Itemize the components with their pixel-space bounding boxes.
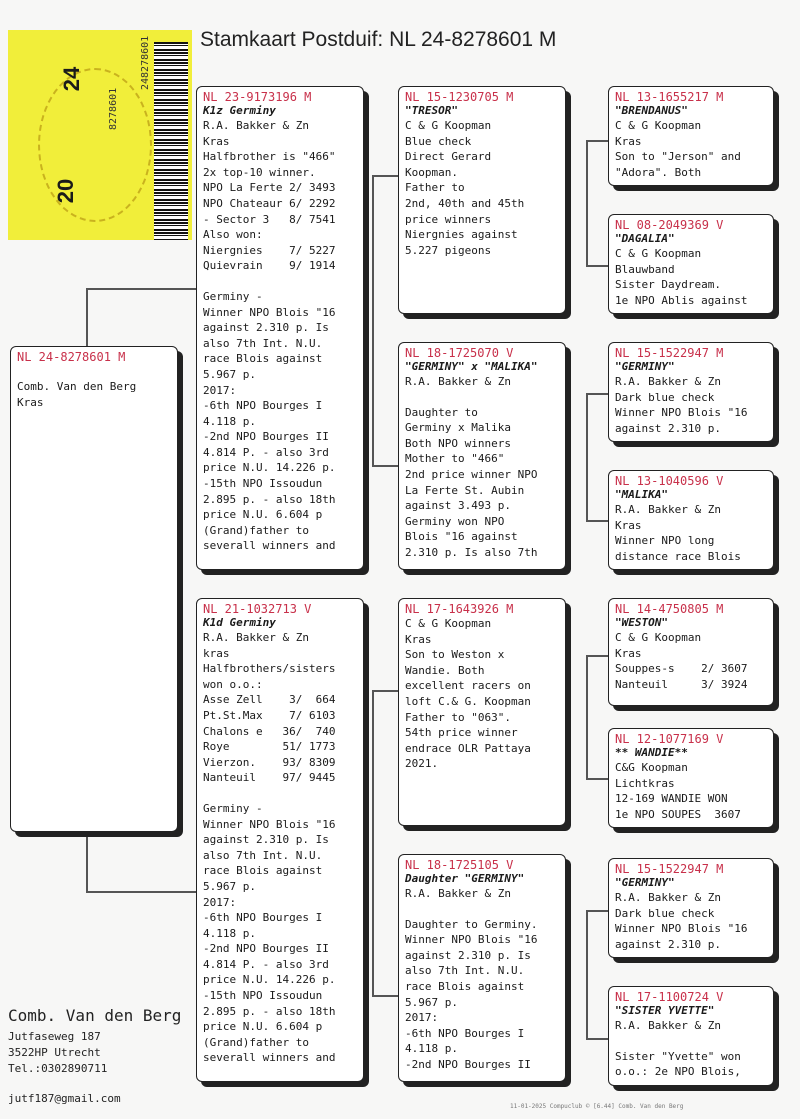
pedigree-line: Winner NPO Blois "16 <box>203 817 336 831</box>
pedigree-line: against 2.310 p. Is <box>203 833 329 847</box>
pedigree-line: 5.967 p. <box>405 995 458 1009</box>
pedigree-line: Germiny won NPO <box>405 514 505 528</box>
pedigree-line: Germiny - <box>203 801 263 815</box>
pedigree-line: C & G Koopman <box>615 631 702 644</box>
pigeon-name: Daughter "GERMINY" <box>405 872 525 885</box>
pedigree-line: R.A. Bakker & Zn <box>405 887 511 900</box>
pedigree-line: 4.118 p. <box>203 414 256 428</box>
pedigree-line: C & G Koopman <box>615 119 702 132</box>
pedigree-line: Blue check <box>405 134 472 148</box>
pedigree-line: 2nd price winner NPO <box>405 467 538 481</box>
pedigree-line: Winner NPO Blois "16 <box>615 406 748 420</box>
pedigree-line: -2nd NPO Bourges II <box>405 1057 531 1071</box>
mmf-card <box>608 858 774 958</box>
pigeon-name: K1z Germiny <box>203 104 276 117</box>
pedigree-line: 4.118 p. <box>203 926 256 940</box>
fff-card <box>608 86 774 186</box>
pedigree-line: 4.814 P. - also 3rd <box>203 445 329 459</box>
mmm-card <box>608 986 774 1086</box>
pedigree-line: 5.227 pigeons <box>405 243 492 257</box>
ring-number: NL 15-1522947 M <box>615 346 724 360</box>
pedigree-line: (Grand)father to <box>203 523 309 537</box>
pedigree-line: Winner NPO Blois "16 <box>405 933 538 947</box>
pigeon-name: "DAGALIA" <box>615 232 675 245</box>
pedigree-line: Winner NPO Blois "16 <box>615 922 748 936</box>
pedigree-line: Lichtkras <box>615 776 675 790</box>
pedigree-line: race Blois against <box>203 864 323 878</box>
pedigree-line: R.A. Bakker & Zn <box>615 1019 721 1032</box>
pedigree-line: La Ferte St. Aubin <box>405 483 525 497</box>
label-year-bottom: 20 <box>53 178 79 204</box>
pedigree-line: Daughter to Germiny. <box>405 917 538 931</box>
fmm-card <box>608 470 774 570</box>
pedigree-line: Father to <box>405 181 465 195</box>
pigeon-name: ** WANDIE** <box>615 746 688 759</box>
pedigree-line: Asse Zell 3/ 664 <box>203 693 336 707</box>
pedigree-line: C & G Koopman <box>405 617 492 630</box>
subject-pigeon-card <box>10 346 178 832</box>
ring-number: NL 23-9173196 M <box>203 90 312 104</box>
pigeon-name: "SISTER YVETTE" <box>615 1004 715 1017</box>
barcode <box>154 42 188 240</box>
pedigree-line: won o.o.: <box>203 677 263 691</box>
pedigree-line: Chalons e 36/ 740 <box>203 724 336 738</box>
pedigree-line: "Adora". Both <box>615 165 702 179</box>
pedigree-line: Nanteuil 97/ 9445 <box>203 771 336 785</box>
ring-label-sticker <box>8 30 192 240</box>
pedigree-line: R.A. Bakker & Zn <box>203 631 309 644</box>
pedigree-line: Mother to "466" <box>405 452 505 466</box>
pedigree-line: Both NPO winners <box>405 436 511 450</box>
owner-city: 3522HP Utrecht <box>8 1046 101 1059</box>
pigeon-name: "TRESOR" <box>405 104 458 117</box>
pedigree-line: price winners <box>405 212 492 226</box>
pedigree-line: C & G Koopman <box>615 247 702 260</box>
pedigree-line: Koopman. <box>405 165 458 179</box>
pedigree-line: Blois "16 against <box>405 530 518 544</box>
ring-number: NL 08-2049369 V <box>615 218 724 232</box>
pedigree-line: 1e NPO SOUPES 3607 <box>615 807 741 821</box>
ring-number: NL 15-1230705 M <box>405 90 514 104</box>
pigeon-name: "GERMINY" <box>615 360 675 373</box>
ffm-card <box>608 214 774 314</box>
pedigree-line <box>405 902 559 917</box>
pedigree-line: 2021. <box>405 757 439 771</box>
pedigree-line: 4.814 P. - also 3rd <box>203 957 329 971</box>
pedigree-line: Halfbrothers/sisters <box>203 662 336 676</box>
pedigree-line: against 2.310 p. Is <box>405 948 531 962</box>
owner-email: jutf187@gmail.com <box>8 1092 121 1105</box>
pedigree-line: 2.895 p. - also 18th <box>203 492 336 506</box>
pedigree-line: Winner NPO long <box>615 534 715 548</box>
pedigree-line: endrace OLR Pattaya <box>405 741 531 755</box>
owner-phone: Tel.:0302890711 <box>8 1062 108 1075</box>
pedigree-line: Sister Daydream. <box>615 278 721 292</box>
fmf-card <box>608 342 774 442</box>
pedigree-line: Niergnies against <box>405 228 518 242</box>
pedigree-line: -2nd NPO Bourges II <box>203 430 329 444</box>
ring-number: NL 14-4750805 M <box>615 602 724 616</box>
pigeon-name: "BRENDANUS" <box>615 104 688 117</box>
footer-stamp: 11-01-2025 Compuclub © [6.44] Comb. Van den Berg <box>510 1103 684 1110</box>
pedigree-line: 2.895 p. - also 18th <box>203 1004 336 1018</box>
pedigree-line: excellent racers on <box>405 679 531 693</box>
pedigree-line: (Grand)father to <box>203 1035 309 1049</box>
label-year-top: 24 <box>59 66 85 92</box>
ring-number: NL 13-1655217 M <box>615 90 724 104</box>
pedigree-line: -15th NPO Issoudun <box>203 989 323 1003</box>
pedigree-line: 2nd, 40th and 45th <box>405 196 525 210</box>
owner-street: Jutfaseweg 187 <box>8 1030 101 1043</box>
pedigree-line: Kras <box>405 632 432 646</box>
pedigree-line: price N.U. 6.604 p <box>203 1020 323 1034</box>
label-ring-vertical: 8278601 <box>108 87 119 130</box>
pedigree-line: against 2.310 p. <box>615 937 721 951</box>
pedigree-line: Son to Weston x <box>405 648 505 662</box>
pedigree-line: Germiny - <box>203 289 263 303</box>
pedigree-line: Son to "Jerson" and <box>615 150 741 164</box>
pigeon-name: "MALIKA" <box>615 488 668 501</box>
ring-number: NL 17-1100724 V <box>615 990 724 1004</box>
ring-number: NL 12-1077169 V <box>615 732 724 746</box>
pedigree-line: against 3.493 p. <box>405 499 511 513</box>
pedigree-line: Kras <box>203 134 230 148</box>
pedigree-line: Daughter to <box>405 405 478 419</box>
mother-mother-card <box>398 854 566 1082</box>
pedigree-line: C&G Koopman <box>615 761 688 774</box>
pedigree-line: against 2.310 p. Is <box>203 321 329 335</box>
pedigree-line: price N.U. 14.226 p. <box>203 973 336 987</box>
ring-number: NL 17-1643926 M <box>405 602 514 616</box>
pedigree-line: Dark blue check <box>615 390 715 404</box>
pigeon-name: "GERMINY" <box>615 876 675 889</box>
pedigree-line: R.A. Bakker & Zn <box>203 119 309 132</box>
pedigree-line: Kras <box>615 134 642 148</box>
pedigree-line: Sister "Yvette" won <box>615 1049 741 1063</box>
pedigree-line: Comb. Van den Berg <box>17 380 137 393</box>
pigeon-name: K1d Germiny <box>203 616 276 629</box>
pedigree-line: Roye 51/ 1773 <box>203 740 336 754</box>
pedigree-line: -15th NPO Issoudun <box>203 477 323 491</box>
pedigree-line: Kras <box>17 395 44 409</box>
ring-number: NL 21-1032713 V <box>203 602 312 616</box>
pedigree-line: C & G Koopman <box>405 119 492 132</box>
pedigree-line: R.A. Bakker & Zn <box>405 375 511 388</box>
label-ring-vertical-2: 248278601 <box>140 35 151 90</box>
pedigree-line: 2017: <box>203 895 237 909</box>
pedigree-line: o.o.: 2e NPO Blois, <box>615 1065 741 1079</box>
mfm-card <box>608 728 774 828</box>
pedigree-line <box>405 390 559 405</box>
pedigree-line: Germiny x Malika <box>405 421 511 435</box>
ring-number: NL 15-1522947 M <box>615 862 724 876</box>
pedigree-line: Niergnies 7/ 5227 <box>203 243 336 257</box>
pedigree-line: Vierzon. 93/ 8309 <box>203 755 336 769</box>
pedigree-line: 2.310 p. Is also 7th <box>405 545 538 559</box>
pedigree-line: also 7th Int. N.U. <box>203 336 323 350</box>
ring-number: NL 18-1725070 V <box>405 346 514 360</box>
pedigree-line: -6th NPO Bourges I <box>203 911 323 925</box>
pedigree-line: Father to "063". <box>405 710 511 724</box>
pedigree-line: Kras <box>615 646 642 660</box>
pedigree-line: Also won: <box>203 228 263 242</box>
pigeon-name: "GERMINY" x "MALIKA" <box>405 360 538 373</box>
pedigree-line: loft C.& G. Koopman <box>405 694 531 708</box>
pedigree-line: race Blois against <box>405 979 525 993</box>
pedigree-line: severall winners and <box>203 1051 336 1065</box>
pedigree-line: Dark blue check <box>615 906 715 920</box>
ring-number: NL 18-1725105 V <box>405 858 514 872</box>
pedigree-line: Blauwband <box>615 262 675 276</box>
page-title: Stamkaart Postduif: NL 24-8278601 M <box>200 28 557 51</box>
pedigree-line: also 7th Int. N.U. <box>203 848 323 862</box>
pedigree-line: NPO La Ferte 2/ 3493 <box>203 181 336 195</box>
ring-number: NL 13-1040596 V <box>615 474 724 488</box>
pedigree-line: 54th price winner <box>405 726 518 740</box>
pedigree-line: 2017: <box>405 1011 439 1025</box>
pedigree-line: Quievrain 9/ 1914 <box>203 259 336 273</box>
pedigree-line: Pt.St.Max 7/ 6103 <box>203 708 336 722</box>
pedigree-line: 2x top-10 winner. <box>203 165 316 179</box>
ring-number: NL 24-8278601 M <box>17 350 126 364</box>
pedigree-line: Wandie. Both <box>405 663 485 677</box>
pedigree-line: 1e NPO Ablis against <box>615 293 748 307</box>
pedigree-line: 4.118 p. <box>405 1042 458 1056</box>
pedigree-line: 5.967 p. <box>203 367 256 381</box>
pedigree-line: Kras <box>615 518 642 532</box>
father-father-card <box>398 86 566 314</box>
pedigree-line: race Blois against <box>203 352 323 366</box>
pedigree-line: severall winners and <box>203 539 336 553</box>
pedigree-line: -6th NPO Bourges I <box>203 399 323 413</box>
pedigree-line: R.A. Bakker & Zn <box>615 375 721 388</box>
pedigree-line: against 2.310 p. <box>615 421 721 435</box>
pedigree-line: R.A. Bakker & Zn <box>615 503 721 516</box>
pedigree-line: -2nd NPO Bourges II <box>203 942 329 956</box>
pedigree-line: -6th NPO Bourges I <box>405 1026 525 1040</box>
pedigree-line: - Sector 3 8/ 7541 <box>203 212 336 226</box>
pedigree-line <box>203 786 357 801</box>
pedigree-line <box>615 1034 767 1049</box>
pedigree-line: Direct Gerard <box>405 150 492 164</box>
pigeon-name: "WESTON" <box>615 616 668 629</box>
pedigree-line: 12-169 WANDIE WON <box>615 792 728 806</box>
pedigree-line: also 7th Int. N.U. <box>405 964 525 978</box>
pedigree-line: price N.U. 14.226 p. <box>203 461 336 475</box>
pedigree-line: Halfbrother is "466" <box>203 150 336 164</box>
father-card <box>196 86 364 570</box>
pedigree-line: 5.967 p. <box>203 879 256 893</box>
pedigree-line: Souppes-s 2/ 3607 <box>615 662 748 676</box>
pedigree-line: price N.U. 6.604 p <box>203 508 323 522</box>
mother-father-card <box>398 598 566 826</box>
father-mother-card <box>398 342 566 570</box>
pedigree-line: Nanteuil 3/ 3924 <box>615 677 748 691</box>
pedigree-line: NPO Chateaur 6/ 2292 <box>203 196 336 210</box>
pedigree-line: distance race Blois <box>615 549 741 563</box>
pedigree-line: 2017: <box>203 383 237 397</box>
pedigree-line: Winner NPO Blois "16 <box>203 305 336 319</box>
pedigree-line: R.A. Bakker & Zn <box>615 891 721 904</box>
mff-card <box>608 598 774 706</box>
pedigree-line: kras <box>203 646 230 660</box>
owner-name: Comb. Van den Berg <box>8 1006 182 1025</box>
mother-card <box>196 598 364 1082</box>
pedigree-line <box>203 274 357 289</box>
